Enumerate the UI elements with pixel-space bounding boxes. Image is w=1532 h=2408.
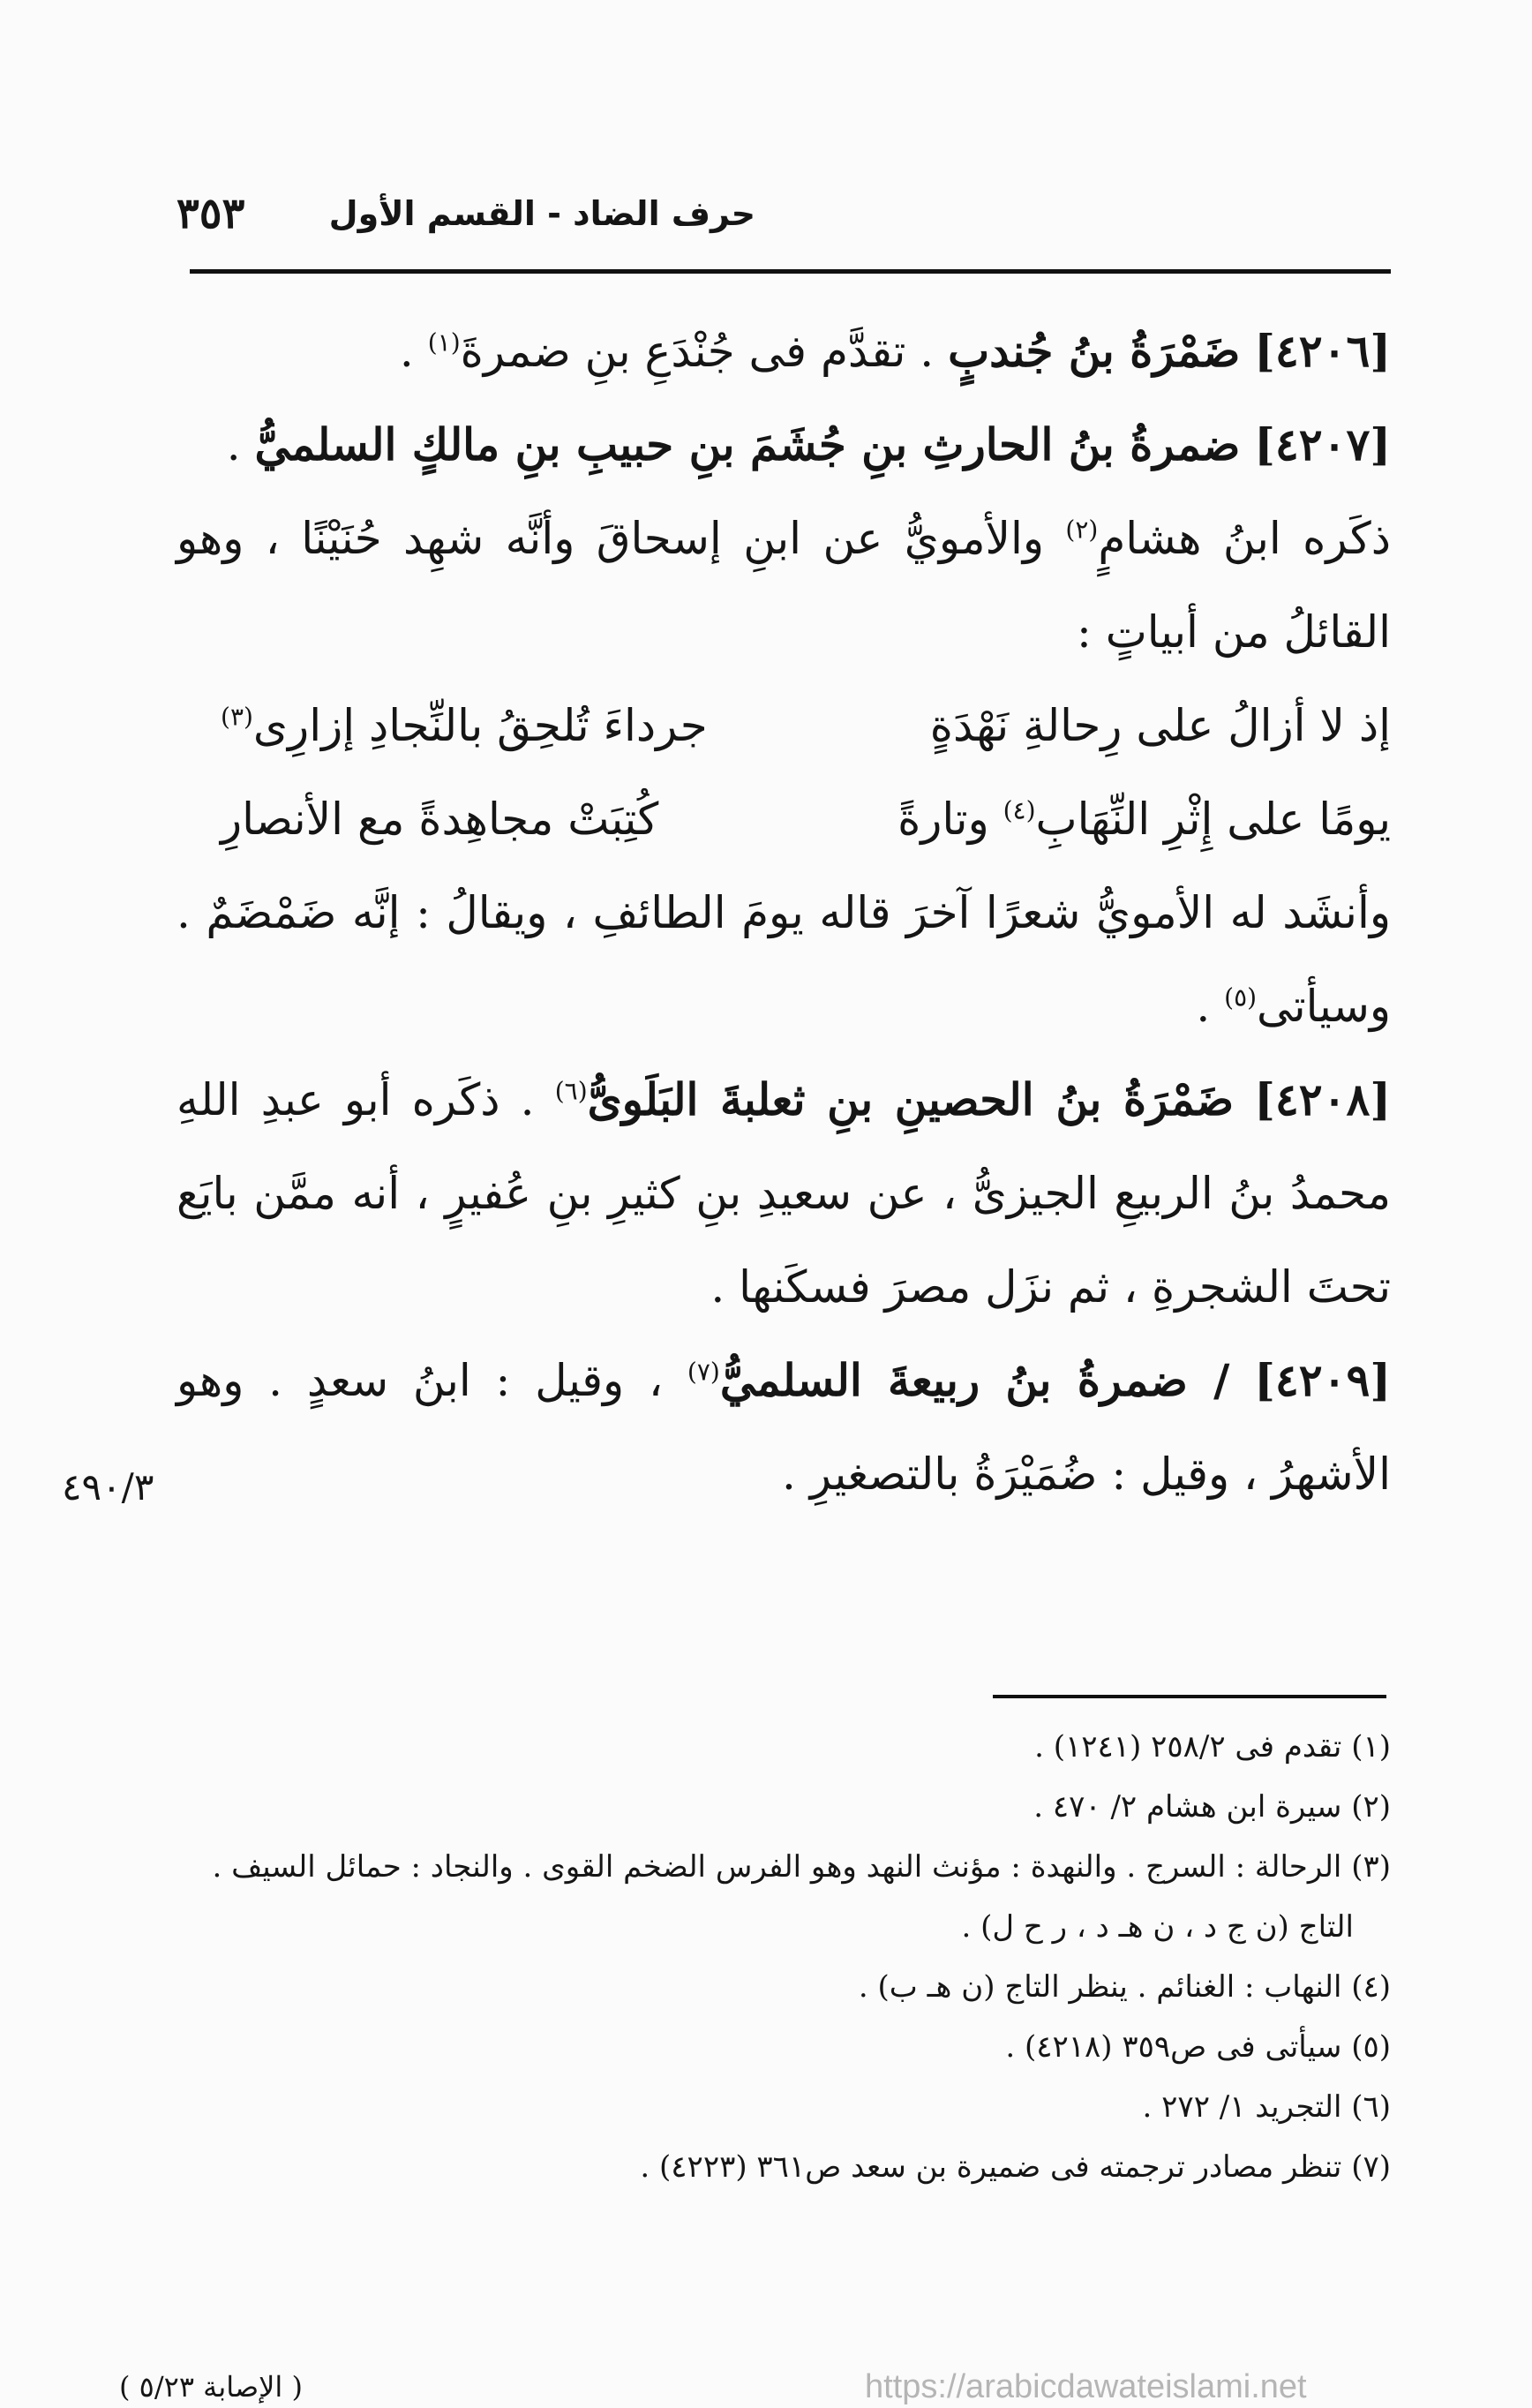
volume-signature: ( الإصابة ٥/٢٣ )	[119, 2370, 303, 2404]
footnote-ref: (٦)	[554, 1076, 588, 1106]
footnotes	[168, 1717, 1391, 2197]
entry-text: ، وقيل : ابنُ سعدٍ . وهو الأشهرُ ، وقيل : ضُمَيْرَةُ بالتصغيرِ .	[176, 1355, 1391, 1500]
verse-hemistich-right	[897, 772, 1391, 866]
entry-number: [٤٢٠٧]	[1254, 418, 1391, 470]
verse-text: يومًا على إِثْرِ النِّهَابِ	[1035, 794, 1391, 845]
entry-4207-body	[176, 492, 1391, 679]
entry-text: . تقدَّم فى جُنْدَعِ بنِ ضمرةَ	[460, 326, 949, 377]
entry-4208	[176, 1053, 1391, 1334]
entry-number: [٤٢٠٦]	[1254, 325, 1391, 377]
footnote: (١) تقدم فى ٢٥٨/٢ (١٢٤١) .	[1034, 1729, 1391, 1765]
entry-text: ذكَره ابنُ هشامٍ	[1098, 513, 1391, 564]
margin-reference: ٤٩٠/٣	[62, 1465, 154, 1509]
footnote-ref: (٤)	[1003, 795, 1036, 825]
verse-text: وتارةً	[897, 794, 1003, 845]
footnote-ref: (١)	[427, 327, 461, 357]
footnote: (٣) الرحالة : السرج . والنهدة : مؤنث النهد وهو الفرس الضخم القوى . والنجاد : حمائل السيف .	[212, 1849, 1391, 1885]
footnote-ref: (٢)	[1065, 515, 1099, 545]
entry-text: والأمويُّ عن ابنِ إسحاقَ وأنَّه شهِد حُنَيْنًا ، وهو القائلُ من أبياتٍ :	[176, 513, 1391, 658]
entry-number: [٤٢٠٩]	[1254, 1354, 1391, 1406]
footnote: (٤) النهاب : الغنائم . ينظر التاج (ن هـ ب) .	[858, 1969, 1391, 2005]
entry-heading: ضَمْرَةُ بنُ الحصينِ بنِ ثعلبةَ البَلَوىُّ	[587, 1073, 1235, 1125]
footnote-rule	[993, 1695, 1386, 1698]
running-title: حرف الضاد - القسم الأول	[328, 194, 755, 233]
main-text	[176, 305, 1391, 1521]
entry-end: .	[226, 419, 255, 470]
footnote-ref: (٣)	[221, 702, 253, 732]
entry-4207-note	[176, 866, 1391, 1053]
entry-text: . ذكَره أبو عبدِ اللهِ محمدُ بنُ الربيعِ الجيزىُّ ، عن سعيدِ بنِ كثيرِ بنِ عُفيرٍ ، أنه ممَّن بايَع تحتَ الشجرةِ ، ثم نزَل مصرَ فسكَنها .	[176, 1074, 1391, 1313]
entry-heading: ضمرةُ بنُ الحارثِ بنِ جُشَمَ بنِ حبيبِ بنِ مالكٍ السلميُّ	[254, 418, 1241, 470]
page-header	[176, 189, 1391, 265]
page-number: ٣٥٣	[176, 189, 245, 238]
verse-text: جرداءَ تُلحِقُ بالنِّجادِ إزارِى	[252, 700, 708, 751]
entry-4206	[176, 305, 1391, 398]
entry-heading: ضَمْرَةُ بنُ جُندبٍ	[948, 325, 1241, 377]
verse-hemistich-right: إذ لا أزالُ على رِحالةِ نَهْدَةٍ	[929, 700, 1391, 751]
entry-end: .	[1196, 981, 1225, 1032]
footnote-ref: (٧)	[687, 1357, 720, 1387]
entry-number: [٤٢٠٨]	[1254, 1073, 1391, 1125]
watermark-url: https://arabicdawateislami.net	[865, 2368, 1307, 2405]
footnote: (٥) سيأتى فى ص٣٥٩ (٤٢١٨) .	[1005, 2029, 1391, 2065]
entry-4209	[176, 1334, 1391, 1521]
entry-4207	[176, 398, 1391, 492]
footnote: (٢) سيرة ابن هشام ٢/ ٤٧٠ .	[1033, 1789, 1391, 1825]
verse-hemistich-left: كُتِبَتْ مجاهِدةً مع الأنصارِ	[221, 794, 659, 845]
verse-line-1	[176, 679, 1391, 772]
entry-text: وأنشَد له الأمويُّ شعرًا آخرَ قاله يومَ الطائفِ ، ويقالُ : إنَّه ضَمْضَمٌ . وسيأتى	[176, 887, 1391, 1032]
footnote: (٧) تنظر مصادر ترجمته فى ضميرة بن سعد ص٣٦١ (٤٢٢٣) .	[640, 2149, 1391, 2185]
header-rule	[190, 269, 1391, 274]
verse-line-2	[176, 772, 1391, 866]
footnote-ref: (٥)	[1224, 982, 1258, 1012]
entry-heading: / ضمرةُ بنُ ربيعةَ السلميُّ	[719, 1354, 1230, 1406]
verse-hemistich-left	[221, 679, 708, 772]
footnote-continuation: التاج (ن ج د ، ن هـ د ، ر ح ل) .	[961, 1909, 1354, 1945]
entry-end: .	[399, 326, 428, 377]
footnote: (٦) التجريد ١/ ٢٧٢ .	[1142, 2089, 1391, 2125]
